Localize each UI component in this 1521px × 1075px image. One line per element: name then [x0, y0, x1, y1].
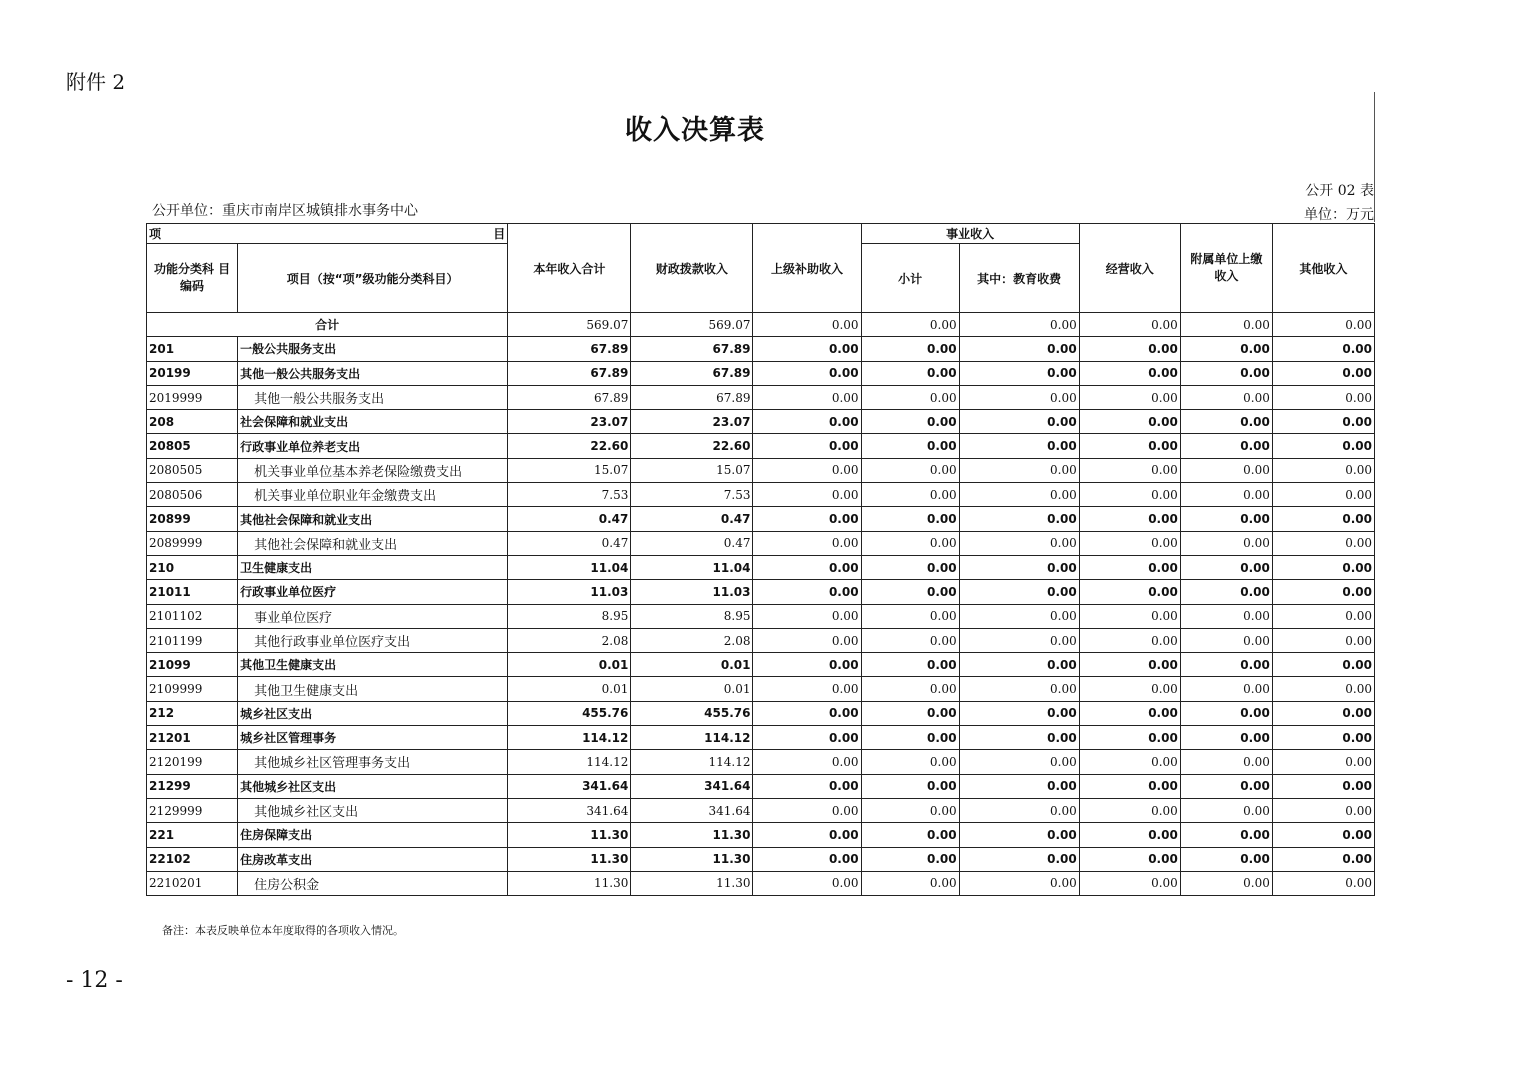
row-value: 0.00: [1079, 410, 1180, 434]
row-code: 2101102: [147, 604, 238, 628]
row-value: 114.12: [631, 750, 753, 774]
row-value: 341.64: [631, 798, 753, 822]
row-value: 0.00: [861, 653, 959, 677]
row-value: 0.00: [1272, 750, 1374, 774]
table-row: [147, 701, 1375, 725]
row-value: 0.00: [1079, 385, 1180, 409]
row-value: 0.00: [861, 580, 959, 604]
row-value: 0.00: [1180, 750, 1272, 774]
row-value: 0.00: [753, 750, 861, 774]
row-value: 2.08: [508, 628, 631, 652]
total-value: 0.00: [959, 313, 1079, 337]
row-value: 0.00: [959, 628, 1079, 652]
row-value: 0.00: [861, 871, 959, 895]
table-row: [147, 434, 1375, 458]
row-value: 0.00: [753, 483, 861, 507]
row-value: 0.00: [1272, 653, 1374, 677]
row-value: 0.00: [1272, 823, 1374, 847]
row-name: 机关事业单位职业年金缴费支出: [238, 483, 508, 507]
row-value: 0.00: [861, 847, 959, 871]
header-upper: 上级补助收入: [753, 224, 861, 313]
header-item: [147, 224, 508, 244]
row-value: 0.00: [1272, 677, 1374, 701]
row-value: 15.07: [631, 458, 753, 482]
total-value: 0.00: [1079, 313, 1180, 337]
table-row: [147, 653, 1375, 677]
header-fiscal: 财政拨款收入: [631, 224, 753, 313]
row-value: 0.00: [1079, 483, 1180, 507]
row-value: 0.00: [1079, 823, 1180, 847]
row-value: 0.00: [753, 701, 861, 725]
row-value: 0.00: [1180, 385, 1272, 409]
row-value: 0.00: [753, 871, 861, 895]
row-name: 其他城乡社区支出: [238, 774, 508, 798]
table-row: [147, 628, 1375, 652]
row-value: 0.00: [959, 410, 1079, 434]
row-value: 0.00: [1272, 847, 1374, 871]
row-value: 0.00: [1180, 410, 1272, 434]
row-value: 0.00: [1180, 580, 1272, 604]
row-code: 20899: [147, 507, 238, 531]
row-value: 114.12: [508, 726, 631, 750]
row-value: 8.95: [508, 604, 631, 628]
header-shiye: 事业收入: [861, 224, 1079, 244]
row-value: 0.00: [1079, 750, 1180, 774]
table-row: [147, 823, 1375, 847]
currency-unit: 单位：万元: [1304, 207, 1374, 223]
row-value: 0.00: [1272, 337, 1374, 361]
row-value: 0.00: [959, 361, 1079, 385]
row-value: 0.00: [861, 774, 959, 798]
table-row: [147, 604, 1375, 628]
row-value: 0.00: [1079, 653, 1180, 677]
row-value: 0.00: [959, 458, 1079, 482]
row-value: 7.53: [508, 483, 631, 507]
row-value: 0.00: [1180, 701, 1272, 725]
form-number: 公开 02 表: [1305, 183, 1374, 199]
table-row: [147, 798, 1375, 822]
row-value: 0.00: [753, 677, 861, 701]
row-value: 0.00: [1180, 774, 1272, 798]
table-row: [147, 580, 1375, 604]
table-row: [147, 458, 1375, 482]
row-value: 0.47: [508, 531, 631, 555]
row-value: 67.89: [508, 337, 631, 361]
row-code: 2129999: [147, 798, 238, 822]
total-value: 569.07: [508, 313, 631, 337]
row-value: 0.00: [1272, 580, 1374, 604]
row-value: 0.00: [1079, 580, 1180, 604]
row-value: 455.76: [631, 701, 753, 725]
row-name: 事业单位医疗: [238, 604, 508, 628]
row-value: 0.00: [959, 823, 1079, 847]
table-body: [147, 313, 1375, 896]
row-value: 0.00: [1272, 798, 1374, 822]
row-value: 11.30: [631, 871, 753, 895]
row-name: 其他城乡社区支出: [238, 798, 508, 822]
row-value: 0.00: [861, 458, 959, 482]
row-value: 23.07: [508, 410, 631, 434]
row-value: 114.12: [631, 726, 753, 750]
row-value: 0.00: [1180, 653, 1272, 677]
page-number: - 12 -: [66, 968, 123, 993]
row-value: 0.00: [861, 555, 959, 579]
row-value: 0.00: [959, 555, 1079, 579]
row-value: 0.00: [959, 604, 1079, 628]
row-value: 341.64: [508, 774, 631, 798]
row-value: 0.00: [1079, 701, 1180, 725]
row-value: 11.30: [508, 847, 631, 871]
row-value: 0.00: [1272, 555, 1374, 579]
row-value: 0.00: [959, 774, 1079, 798]
row-value: 0.00: [1272, 507, 1374, 531]
table-row: [147, 774, 1375, 798]
row-value: 0.00: [1079, 434, 1180, 458]
row-value: 341.64: [508, 798, 631, 822]
row-value: 0.00: [959, 847, 1079, 871]
row-value: 0.00: [753, 507, 861, 531]
reporting-unit: 公开单位：重庆市南岸区城镇排水事务中心: [152, 203, 418, 219]
table-row: [147, 361, 1375, 385]
row-value: 0.00: [1180, 531, 1272, 555]
header-xiang: 项: [149, 227, 162, 241]
header-name: 项目（按“项”级功能分类科目）: [238, 244, 508, 313]
row-name: 城乡社区管理事务: [238, 726, 508, 750]
row-value: 0.00: [1180, 847, 1272, 871]
row-value: 15.07: [508, 458, 631, 482]
total-value: 0.00: [1272, 313, 1374, 337]
row-code: 2089999: [147, 531, 238, 555]
total-value: 0.00: [753, 313, 861, 337]
row-value: 0.00: [861, 677, 959, 701]
row-value: 0.00: [753, 847, 861, 871]
row-value: 0.00: [1272, 871, 1374, 895]
row-value: 0.00: [959, 385, 1079, 409]
row-code: 21201: [147, 726, 238, 750]
attachment-label: 附件 2: [66, 70, 126, 94]
row-value: 0.47: [508, 507, 631, 531]
row-value: 0.00: [753, 798, 861, 822]
row-value: 0.00: [959, 677, 1079, 701]
table-row: [147, 410, 1375, 434]
row-value: 0.00: [861, 507, 959, 531]
row-value: 0.00: [753, 434, 861, 458]
row-value: 0.00: [861, 823, 959, 847]
row-name: 住房改革支出: [238, 847, 508, 871]
row-value: 0.00: [1180, 483, 1272, 507]
row-value: 0.00: [1180, 871, 1272, 895]
row-value: 0.00: [1272, 531, 1374, 555]
row-value: 11.30: [508, 823, 631, 847]
header-subtotal: 小计: [861, 244, 959, 313]
row-value: 0.00: [1272, 385, 1374, 409]
row-value: 0.00: [861, 604, 959, 628]
page-title: 收入决算表: [625, 115, 765, 146]
row-value: 67.89: [631, 337, 753, 361]
table-row: [147, 555, 1375, 579]
total-value: 569.07: [631, 313, 753, 337]
row-value: 0.00: [861, 750, 959, 774]
row-value: 0.00: [959, 531, 1079, 555]
row-value: 0.00: [753, 726, 861, 750]
row-value: 7.53: [631, 483, 753, 507]
row-code: 20805: [147, 434, 238, 458]
row-code: 22102: [147, 847, 238, 871]
row-value: 0.47: [631, 531, 753, 555]
row-value: 0.00: [1180, 798, 1272, 822]
row-value: 11.30: [631, 823, 753, 847]
row-code: 2080505: [147, 458, 238, 482]
row-value: 0.00: [959, 653, 1079, 677]
table-row: [147, 677, 1375, 701]
row-value: 0.00: [753, 580, 861, 604]
row-value: 0.00: [1272, 701, 1374, 725]
row-name: 其他一般公共服务支出: [238, 361, 508, 385]
row-value: 11.30: [631, 847, 753, 871]
row-code: 2109999: [147, 677, 238, 701]
header-education: 其中：教育收费: [959, 244, 1079, 313]
row-value: 0.00: [753, 823, 861, 847]
row-value: 11.03: [631, 580, 753, 604]
row-value: 0.00: [1079, 337, 1180, 361]
row-value: 67.89: [508, 361, 631, 385]
row-value: 0.00: [1180, 677, 1272, 701]
table-row: [147, 385, 1375, 409]
row-value: 0.00: [1272, 774, 1374, 798]
row-value: 0.00: [1180, 458, 1272, 482]
row-value: 0.00: [861, 798, 959, 822]
header-total: 本年收入合计: [508, 224, 631, 313]
row-name: 其他社会保障和就业支出: [238, 507, 508, 531]
row-value: 0.00: [861, 483, 959, 507]
row-value: 0.01: [631, 653, 753, 677]
row-code: 210: [147, 555, 238, 579]
row-value: 0.00: [753, 385, 861, 409]
row-name: 社会保障和就业支出: [238, 410, 508, 434]
row-name: 行政事业单位医疗: [238, 580, 508, 604]
right-margin-line: [1374, 92, 1375, 222]
table-row: [147, 847, 1375, 871]
row-code: 208: [147, 410, 238, 434]
header-mu: 目: [493, 227, 506, 241]
row-value: 0.00: [1079, 628, 1180, 652]
row-value: 0.00: [1079, 361, 1180, 385]
row-value: 0.00: [1079, 726, 1180, 750]
row-value: 0.00: [1079, 798, 1180, 822]
row-name: 其他卫生健康支出: [238, 677, 508, 701]
row-value: 341.64: [631, 774, 753, 798]
row-value: 11.30: [508, 871, 631, 895]
total-row: [147, 313, 1375, 337]
row-value: 0.00: [1272, 726, 1374, 750]
row-value: 0.00: [1079, 604, 1180, 628]
row-value: 0.00: [753, 774, 861, 798]
total-value: 0.00: [861, 313, 959, 337]
row-value: 11.04: [631, 555, 753, 579]
table-row: [147, 750, 1375, 774]
row-value: 0.00: [1180, 507, 1272, 531]
row-name: 卫生健康支出: [238, 555, 508, 579]
row-value: 11.04: [508, 555, 631, 579]
row-value: 0.00: [1079, 531, 1180, 555]
row-value: 0.00: [861, 410, 959, 434]
row-value: 0.00: [1180, 726, 1272, 750]
row-value: 0.00: [1180, 628, 1272, 652]
row-value: 0.00: [753, 361, 861, 385]
table-row: [147, 507, 1375, 531]
row-code: 2101199: [147, 628, 238, 652]
row-value: 0.00: [1180, 823, 1272, 847]
row-value: 0.00: [753, 458, 861, 482]
row-value: 0.00: [753, 653, 861, 677]
row-value: 67.89: [631, 385, 753, 409]
row-value: 455.76: [508, 701, 631, 725]
row-value: 8.95: [631, 604, 753, 628]
row-value: 67.89: [508, 385, 631, 409]
row-value: 0.00: [1272, 604, 1374, 628]
row-value: 0.00: [1079, 555, 1180, 579]
row-name: 城乡社区支出: [238, 701, 508, 725]
row-value: 0.00: [959, 750, 1079, 774]
row-name: 行政事业单位养老支出: [238, 434, 508, 458]
row-value: 0.00: [1180, 337, 1272, 361]
row-value: 0.00: [861, 337, 959, 361]
row-name: 一般公共服务支出: [238, 337, 508, 361]
row-name: 其他卫生健康支出: [238, 653, 508, 677]
row-value: 0.00: [959, 434, 1079, 458]
table-row: [147, 726, 1375, 750]
row-value: 23.07: [631, 410, 753, 434]
row-value: 0.00: [861, 385, 959, 409]
row-value: 0.47: [631, 507, 753, 531]
row-value: 114.12: [508, 750, 631, 774]
row-code: 21099: [147, 653, 238, 677]
row-code: 2210201: [147, 871, 238, 895]
row-code: 20199: [147, 361, 238, 385]
row-value: 11.03: [508, 580, 631, 604]
row-value: 0.00: [753, 531, 861, 555]
row-value: 0.00: [959, 580, 1079, 604]
row-code: 2080506: [147, 483, 238, 507]
row-value: 0.00: [1180, 434, 1272, 458]
row-value: 0.01: [508, 653, 631, 677]
row-value: 0.00: [1079, 847, 1180, 871]
header-business: 经营收入: [1079, 224, 1180, 313]
row-code: 221: [147, 823, 238, 847]
row-value: 0.00: [959, 507, 1079, 531]
row-name: 其他社会保障和就业支出: [238, 531, 508, 555]
row-value: 0.00: [1180, 555, 1272, 579]
row-code: 2019999: [147, 385, 238, 409]
row-value: 0.00: [959, 726, 1079, 750]
header-code: 功能分类科 目编码: [147, 244, 238, 313]
row-value: 0.01: [508, 677, 631, 701]
row-name: 其他城乡社区管理事务支出: [238, 750, 508, 774]
row-value: 0.00: [1079, 458, 1180, 482]
row-value: 0.00: [1272, 410, 1374, 434]
footnote: 备注：本表反映单位本年度取得的各项收入情况。: [162, 924, 404, 937]
row-value: 0.00: [861, 628, 959, 652]
row-value: 0.00: [1079, 677, 1180, 701]
row-value: 0.00: [861, 726, 959, 750]
row-name: 其他一般公共服务支出: [238, 385, 508, 409]
total-label: 合计: [147, 313, 508, 337]
row-value: 0.00: [753, 604, 861, 628]
row-value: 0.00: [1079, 871, 1180, 895]
row-value: 0.00: [1079, 774, 1180, 798]
income-table: [146, 223, 1375, 896]
row-value: 2.08: [631, 628, 753, 652]
row-value: 0.00: [959, 337, 1079, 361]
row-value: 0.00: [1272, 434, 1374, 458]
row-value: 0.00: [1272, 483, 1374, 507]
row-value: 0.00: [959, 798, 1079, 822]
row-code: 21011: [147, 580, 238, 604]
row-value: 0.00: [861, 701, 959, 725]
table-row: [147, 531, 1375, 555]
row-value: 0.00: [1180, 604, 1272, 628]
row-name: 机关事业单位基本养老保险缴费支出: [238, 458, 508, 482]
row-value: 0.00: [959, 871, 1079, 895]
table-row: [147, 483, 1375, 507]
row-value: 67.89: [631, 361, 753, 385]
row-name: 其他行政事业单位医疗支出: [238, 628, 508, 652]
row-value: 0.00: [861, 361, 959, 385]
row-name: 住房保障支出: [238, 823, 508, 847]
row-value: 22.60: [631, 434, 753, 458]
header-other: 其他收入: [1272, 224, 1374, 313]
row-value: 0.00: [959, 483, 1079, 507]
row-code: 212: [147, 701, 238, 725]
row-value: 0.00: [753, 410, 861, 434]
row-value: 0.00: [959, 701, 1079, 725]
header-affiliated: 附属单位上缴 收入: [1180, 224, 1272, 313]
row-value: 22.60: [508, 434, 631, 458]
row-value: 0.01: [631, 677, 753, 701]
table-row: [147, 337, 1375, 361]
row-name: 住房公积金: [238, 871, 508, 895]
row-code: 2120199: [147, 750, 238, 774]
row-value: 0.00: [753, 555, 861, 579]
row-value: 0.00: [1272, 361, 1374, 385]
row-value: 0.00: [861, 531, 959, 555]
row-value: 0.00: [753, 337, 861, 361]
row-value: 0.00: [1272, 458, 1374, 482]
row-code: 21299: [147, 774, 238, 798]
table-row: [147, 871, 1375, 895]
row-value: 0.00: [1079, 507, 1180, 531]
row-code: 201: [147, 337, 238, 361]
total-value: 0.00: [1180, 313, 1272, 337]
row-value: 0.00: [1272, 628, 1374, 652]
row-value: 0.00: [1180, 361, 1272, 385]
row-value: 0.00: [753, 628, 861, 652]
row-value: 0.00: [861, 434, 959, 458]
